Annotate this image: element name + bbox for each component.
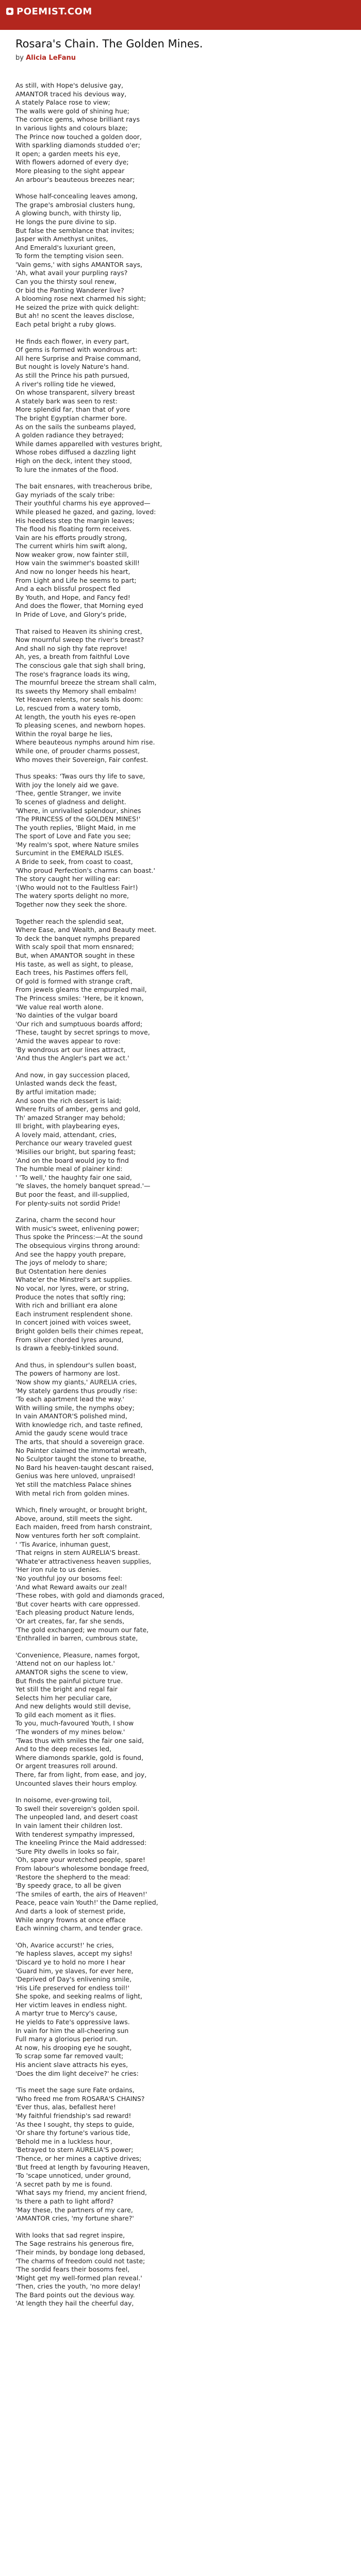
poem-line: All here Surprise and Praise command, [15,354,141,362]
stanza [15,482,346,619]
poem-line: Unlasted wands deck the feast, [15,1079,117,1088]
poem-line: 'Whate'er attractiveness heaven supplies, [15,1557,152,1565]
poem-line: More pleasing to the sight appear [15,166,125,175]
poem-line: 'The wonders of my mines below.' [15,1728,125,1736]
poem-line: The current whirls him swift along, [15,542,127,550]
poem-line: 'My stately gardens thus proudly rise: [15,1386,138,1395]
poem-line: From jewels gleams the empurpled mail, [15,986,147,994]
poem-line: Jasper with Amethyst unites, [15,235,108,243]
poem-line: Whate'er the Minstrel's art supplies. [15,1276,132,1284]
poem-line: 'These robes, with gold and diamonds graced, [15,1591,165,1600]
poem-line: Is drawn a feebly-tinkled sound. [15,1344,119,1352]
poem-line: The arts, that should a sovereign grace. [15,1438,145,1446]
stanza [15,1796,346,1933]
poem-line: While dames apparelled with vestures bright, [15,439,162,448]
poem-line: With tenderest sympathy impressed, [15,1830,135,1838]
poem-line: Vain are his efforts proudly strong, [15,533,127,541]
stanza [15,918,346,1063]
poem-line: With music's sweet, enlivening power; [15,1224,139,1232]
poem-line: With scaly spoil that morn ensnared; [15,943,134,951]
poem-line: But, when AMANTOR sought in these [15,952,135,959]
poem-line: A lovely maid, attendant, cries, [15,1130,117,1139]
poem-line: While one, of prouder charms possest, [15,747,140,755]
poem-line: Or bid the Panting Wanderer live? [15,286,124,294]
poem-line: Thus speaks: 'Twas ours thy life to save, [15,772,145,781]
poem-line: 'Who freed me from ROSARA'S CHAINS? [15,2094,145,2103]
poem-line: And to the deep recesses led, [15,1745,112,1753]
poem-line: 'At length they hail the cheerful day, [15,2299,134,2308]
poem-line: Each winning charm, and tender grace. [15,1924,143,1933]
poem-line: 'Convenience, Pleasure, names forgot, [15,1651,140,1659]
poem-line: No vocal, nor lyres, were, or string, [15,1284,129,1292]
poem-line: 'Each pleasing product Nature lends, [15,1608,135,1617]
poem-line: Who moves their Sovereign, Fair confest. [15,755,149,764]
poem-line: 'Then, cries the youth, 'no more delay! [15,2282,141,2291]
poem-line: 'By wondrous art our lines attract, [15,1045,126,1054]
poem-line: The grape's ambrosial clusters hung, [15,200,135,209]
poem-line: The story caught her willing ear: [15,875,121,883]
poem-line: The flood his floating form receives. [15,525,132,533]
poem-line: No Bard his heaven-taught descant raised, [15,1463,154,1471]
poem-line: From labour's wholesome bondage freed, [15,1864,149,1872]
poem-line: A Bride to seek, from coast to coast, [15,858,133,866]
poem-line: To form the tempting vision seen. [15,252,124,260]
poem-line: And Emerald's luxuriant green, [15,243,116,251]
stanza [15,1071,346,1208]
poem-line: 'The PRINCESS of the GOLDEN MINES!' [15,815,141,823]
poem-line: The walls were gold of shining hue; [15,107,129,115]
poem-line: There, far from light, from ease, and joy, [15,1771,147,1779]
poem-line: But poor the feast, and ill-supplied, [15,1191,129,1199]
poem-line: From silver chorded lyres around, [15,1335,124,1344]
poem-line: 'Her iron rule to us denies. [15,1566,101,1574]
poem-line: To swell their sovereign's golden spoil. [15,1804,140,1812]
poem-line: 'Ever thus, alas, befallest here! [15,2103,116,2111]
poem-line: 'Behold me in a luckless hour, [15,2137,112,2145]
poem-line: ' 'To well,' the haughty fair one said, [15,1173,132,1181]
poem-line: ' 'Tis Avarice, inhuman guest, [15,1540,110,1548]
poem-line: '(Who would not to the Faultless Fair!) [15,883,138,891]
poem-line: Thus spoke the Princess:—At the sound [15,1233,143,1241]
poem-line: 'Does the dim light deceive?' he cries: [15,2069,139,2077]
poem-line: No Sculptor taught the stone to breathe, [15,1455,147,1463]
poem-line: 'But cover hearts with care oppressed. [15,1600,140,1608]
logo-text: POEMIST.COM [17,6,92,17]
poem-line: With knowledge rich, and taste refined, [15,1420,143,1429]
poem-line: 'The gold exchanged; we mourn our fate, [15,1625,149,1634]
poem-line: And thus, in splendour's sullen boast, [15,1361,137,1369]
poem-line: Peace, peace vain Youth!' the Dame replied, [15,1899,158,1907]
poem-line: The unpeopled land, and desert coast [15,1813,138,1821]
poem-line: 'Thee, gentle Stranger, we invite [15,789,121,798]
poem-line: Ah, yes, a breath from faithful Love [15,653,130,661]
poem-line: 'Ah, what avail your purpling rays? [15,269,128,277]
poem-line: In vain for him the all-cheering sun [15,2026,129,2035]
poem-line: 'Might get my well-formed plan reveal.' [15,2274,142,2282]
poem-line: With rich and brilliant era alone [15,1301,118,1310]
poem-line: 'AMANTOR cries, 'my fortune share?' [15,2214,134,2223]
poem-line: 'And thus the Angler's part we act.' [15,1054,129,1062]
poem-line: 'Guard him, ye slaves, for ever here, [15,1967,134,1975]
poem-line: 'Where, in unrivalled splendour, shines [15,806,141,815]
poem-line: Together reach the splendid seat, [15,917,124,925]
poem-line: 'Attend not on our hapless lot.' [15,1659,115,1668]
poem-line: The youth replies, 'Blight Maid, in me [15,823,136,832]
author-link[interactable]: Alicia LeFanu [26,54,76,62]
stanza [15,1651,346,1788]
poem-line: And a each blissful prospect fled [15,585,121,593]
poem-line: But false the semblance that invites; [15,226,135,234]
poem-line: Ill bright, with playbearing eyes, [15,1122,120,1130]
poem-line: 'Is there a path to light afford? [15,2197,114,2205]
poem-line: Th' amazed Stranger may behold; [15,1113,125,1122]
poem-line: Above, around, still meets the sight. [15,1514,133,1522]
poem-line: 'To each apartment lead the way.' [15,1395,124,1403]
stanza [15,2231,346,2308]
poem-line: 'Ye hapless slaves, accept my sighs! [15,1950,133,1958]
poem-line: 'My faithful friendship's sad reward! [15,2112,132,2120]
poem-line: Surcumint in the EMERALD ISLES. [15,849,124,857]
poem-line: AMANTOR sighs the scene to view, [15,1668,128,1676]
poem-line: Zarina, charm the second hour [15,1216,116,1224]
poem-line: Bright golden bells their chimes repeat, [15,1327,143,1335]
poem-line: Genius was here unloved, unpraised! [15,1472,136,1480]
poem-line: 'Tis meet the sage sure Fate ordains, [15,2086,135,2094]
poem-line: In noisome, ever-growing toil, [15,1796,111,1804]
poem-line: Of gems is formed with wondrous art: [15,346,138,354]
poem-line: 'But freed at length by favouring Heaven, [15,2163,150,2171]
poem-line: Of gold is formed with strange craft, [15,977,133,985]
poem-line: An arbour's beauteous breezes near; [15,175,135,183]
poem-line: His taste, as well as sight, to please, [15,960,134,968]
stanza [15,337,346,474]
poem-line: A martyr true to Mercy's cause, [15,2009,118,2018]
poem-line: By artful imitation made; [15,1088,96,1096]
poem-line: High on the deck, intent they stood, [15,456,132,465]
poem-line: 'Betrayed to stern AURELIA'S power; [15,2146,134,2154]
poem-line: The Princess smiles: 'Here, be it known, [15,994,144,1002]
poem-line: To lure the inmates of the flood. [15,465,119,473]
poem-line: With willing smile, the nymphs obey; [15,1403,135,1412]
poem-line: 'Discard ye to hold no more I hear [15,1958,125,1966]
poem-line: Selects him her peculiar care, [15,1693,112,1702]
poem-line: But finds the painful picture true. [15,1676,123,1685]
poem-line: The cornice gems, whose brilliant rays [15,115,140,124]
poem-line: Where beauteous nymphs around him rise. [15,738,155,747]
poem-line: To you, much-favoured Youth, I show [15,1719,134,1727]
poem-line: Their youthful charms his eye approved— [15,499,151,507]
poem-line: 'His Life preserved for endless toil!' [15,1984,129,1992]
poem-line: Produce the notes that softly ring; [15,1293,126,1301]
poem-line: In vain lament their children lost. [15,1822,123,1829]
poem-line: That raised to Heaven its shining crest, [15,627,142,635]
poem-line: At length, the youth his eyes re-open [15,713,136,721]
poem-line: Yet still the bright and regal fair [15,1685,118,1693]
poem-line: Lo, rescued from a watery tomb, [15,704,121,712]
poem-line: But Ostentation here denies [15,1267,107,1275]
poem-line: In Pride of Love, and Glory's pride, [15,611,127,619]
poem-line: 'We value real worth alone. [15,1003,104,1011]
poem-line: Where diamonds sparkle, gold is found, [15,1753,144,1761]
poem-line: 'Twas thus with smiles the fair one said, [15,1736,144,1744]
poem-line: The Bard points out the devious way. [15,2291,135,2299]
poem-line: Now mournful sweep the river's breast? [15,636,144,644]
poem-line: And darts a look of sternest pride, [15,1907,126,1915]
poem-line: Together now they seek the shore. [15,901,127,909]
poem-line: As still the Prince his path pursued, [15,371,130,379]
poem-line: The obsequious virgins throng around: [15,1242,140,1249]
poem-line: 'My realm's spot, where Nature smiles [15,840,139,849]
poem-line: And shall no sigh thy fate reprove! [15,644,127,652]
poem-line: As on the sails the sunbeams played, [15,422,136,431]
poem-line: He seized the prize with quick delight: [15,303,139,311]
poem-line: 'These, taught by secret springs to move, [15,1028,150,1037]
poem-line: 'What says my friend, my ancient friend, [15,2189,147,2197]
stanza [15,628,346,765]
poem-line: To pleasing scenes, and newborn hopes. [15,721,146,730]
poem-line: 'Who proud Perfection's charms can boast.' [15,866,155,874]
site-header [0,0,361,30]
poem-line: 'May these, the partners of my care, [15,2206,133,2214]
poem-line: Which, finely wrought, or brought bright, [15,1506,147,1514]
poem-line: Each petal bright a ruby glows. [15,320,117,329]
poem-line: How vain the swimmer's boasted skill! [15,559,140,567]
poem-line: 'Their minds, by bondage long debased, [15,2248,145,2256]
poem-line: Each trees, his Pastimes offers fell, [15,969,128,977]
poem-line: AMANTOR traced his devious way, [15,90,127,98]
poem-line: The Prince now touched a golden door, [15,132,142,141]
poem-line: The powers of harmony are lost. [15,1369,120,1378]
poem-line: 'And on the board would joy to find [15,1156,129,1164]
poem-line: And now, in gay succession placed, [15,1071,130,1079]
poem-line: Within the royal barge he lies, [15,730,113,738]
poem-line: The mournful breeze the stream shall calm, [15,679,157,687]
poem-line: In vain AMANTOR'S polished mind, [15,1412,127,1420]
poem-line: 'That reigns in stern AURELIA'S breast. [15,1549,140,1557]
poem-line: The humble meal of plainer kind: [15,1165,123,1173]
poem-line: 'Oh, Avarice accurst!' he cries, [15,1941,114,1949]
poem-line: Whose half-concealing leaves among, [15,192,138,200]
poem-line: It open; a garden meets his eye, [15,149,121,158]
poem-line: And now no longer heeds his heart, [15,568,130,576]
stanza [15,1216,346,1353]
poem-line: 'Sure Pity dwells in looks so fair, [15,1847,119,1855]
poem-line: By Youth, and Hope, and Fancy fed! [15,593,130,601]
poem-line: In various lights and colours blaze; [15,124,128,132]
poem-line: 'Amid the waves appear to rove: [15,1037,121,1045]
poem-line: As still, with Hope's delusive gay, [15,81,123,89]
poem-line: And new delights would still devise, [15,1702,131,1710]
poem-line: The rose's fragrance loads its wing, [15,670,130,678]
poem-line: With looks that sad regret inspire, [15,2231,125,2239]
poem-content [15,37,346,2316]
poem-line: 'As thee I sought, thy steps to guide, [15,2120,135,2128]
poem-line: The bait ensnares, with treacherous bribe, [15,482,153,490]
poem-line: Full many a glorious period run. [15,2035,118,2043]
poem-line: On whose transparent, silvery breast [15,388,135,397]
poem-line: And does the flower, that Morning eyed [15,602,143,610]
poem-line: 'Deprived of Day's enlivening smile, [15,1975,132,1984]
poem-line: Her victim leaves in endless night. [15,2001,127,2009]
poem-line: Where Ease, and Wealth, and Beauty meet. [15,926,156,934]
poem-line: With sparkling diamonds studded o'er; [15,141,140,149]
poem-line: 'Or art creates, far, far she sends, [15,1617,125,1625]
poem-line: Each instrument resplendent shone. [15,1310,133,1318]
poem-line: The watery sports delight no more, [15,892,129,900]
poem-line: Now ventures forth her soft complaint. [15,1532,141,1539]
stanza [15,2086,346,2223]
stanza [15,192,346,329]
poem-line: And soon the rich dessert is laid; [15,1096,122,1105]
poem-line: 'Restore the shepherd to the mead: [15,1873,130,1881]
poem-line: A stately bark was seen to rest: [15,397,118,405]
poem-line: A blooming rose next charmed his sight; [15,295,146,303]
poem-line: 'Oh, spare your wretched people, spare! [15,1856,145,1864]
poem-line: To scrap some far removed vault; [15,2052,124,2060]
poem-line: Gay myriads of the scaly tribe: [15,490,115,499]
poem-line: To scenes of gladness and delight. [15,798,126,806]
poem-line: 'Our rich and sumptuous boards afford; [15,1020,143,1028]
poem-line: 'Misilies our bright, but sparing feast; [15,1148,136,1156]
poem-line: 'By speedy grace, to all be given [15,1882,121,1890]
poem-line: 'And what Reward awaits our zeal! [15,1583,127,1591]
stanza [15,1361,346,1498]
poem-line: While pleased he gazed, and gazing, loved: [15,507,156,516]
poem-line: 'No dainties of the vulgar board [15,1011,118,1020]
poem-line: His ancient slave attracts his eyes, [15,2061,128,2069]
poem-line: To deck the banquet nymphs prepared [15,934,140,942]
poem-line: 'The sordid fears their bosoms feel, [15,2265,130,2274]
poem-line: Or argent treasures roll around. [15,1762,118,1770]
stanza [15,1941,346,2078]
by-label: by [15,54,24,62]
poem-line: With joy the lonely aid we gave. [15,781,119,789]
poem-line: 'A secret path by me is found. [15,2180,112,2188]
poem-line: Where fruits of amber, gems and gold, [15,1105,141,1113]
poem-line: 'Now show my giants,' AURELIA cries, [15,1378,137,1386]
poem-line: 'The smiles of earth, the airs of Heaven!' [15,1890,147,1898]
poem-line: 'The charms of freedom could not taste; [15,2257,145,2265]
poem-line: A glowing bunch, with thirsty lip, [15,209,122,217]
byline [15,54,346,63]
poem-line: 'No youthful joy our bosoms feel: [15,1574,123,1582]
poem-line: More splendid far, than that of yore [15,405,130,414]
poem-line: A golden radiance they betrayed; [15,431,124,439]
poem-line: But ah! no scent the leaves disclose, [15,312,135,320]
poem-body [15,81,346,2308]
poem-line: The sport of Love and Fate you see; [15,832,131,840]
poem-line: The conscious gale that sigh shall bring, [15,662,145,669]
poem-line: From Light and Life he seems to part; [15,576,137,584]
poem-line: To gild each moment as it flies. [15,1710,116,1719]
poem-line: He finds each flower, in every part, [15,337,129,345]
poem-line: The kneeling Prince the Maid addressed: [15,1839,147,1847]
poem-line: She spoke, and seeking realms of light, [15,1992,143,2001]
poem-line: 'Or share thy fortune's various tide, [15,2129,130,2137]
poem-line: Can you the thirsty soul renew, [15,278,117,286]
poem-line: Now weaker grow, now fainter still, [15,550,129,558]
poem-line: Uncounted slaves their hours employ. [15,1779,137,1787]
poem-line: His heedless step the margin leaves; [15,516,135,524]
poem-line: 'Enthralled in barren, cumbrous state, [15,1634,138,1642]
poem-title: Rosara's Chain. The Golden Mines. [15,38,203,50]
poem-line: With metal rich from golden mines. [15,1489,129,1497]
poem-line: At now, his drooping eye he sought, [15,2043,132,2052]
poem-line: Whose robes diffused a dazzling light [15,448,136,456]
poem-line: Amid the gaudy scene would trace [15,1429,128,1437]
stanza [15,1506,346,1643]
poem-line: 'To 'scape unnoticed, under ground, [15,2172,131,2180]
poem-line: But nought is lovely Nature's hand. [15,363,129,371]
poem-line: 'Thence, or her mines a captive drives; [15,2154,142,2162]
poem-line: With flowers adorned of every dye; [15,158,129,166]
logo-icon [6,8,13,15]
poem-line: In concert joined with voices sweet, [15,1318,131,1327]
poem-line: For plenty-suits not sordid Pride! [15,1199,121,1207]
poem-line: Yet still the matchless Palace shines [15,1481,132,1489]
poem-line: The bright Egyptian charmer bore. [15,414,127,422]
poem-line: 'Vain gems,' with sighs AMANTOR says, [15,260,142,268]
poem-line: Each maiden, freed from harsh constraint, [15,1523,152,1531]
stanza [15,772,346,909]
poem-line: A stately Palace rose to view; [15,98,110,107]
poem-line: And see the happy youth prepare, [15,1250,126,1258]
site-logo[interactable] [6,5,355,18]
poem-line: The joys of melody to share; [15,1259,107,1267]
poem-line: 'Ye slaves, the homely banquet spread.'— [15,1182,151,1190]
poem-line: The Sage restrains his generous fire, [15,2240,134,2248]
poem-line: Its sweets thy Memory shall embalm! [15,687,137,695]
poem-line: While angry frowns at once efface [15,1916,126,1924]
poem-line: No Painter claimed the immortal wreath, [15,1446,147,1454]
poem-line: A river's rolling tide he viewed, [15,380,116,388]
poem-line: Yet Heaven relents, nor seals his doom: [15,696,143,704]
stanza [15,81,346,184]
poem-line: Perchance our weary traveled guest [15,1139,133,1147]
poem-line: He longs the pure divine to sip. [15,217,117,226]
poem-line: He yields to Fate's oppressive laws. [15,2018,130,2026]
